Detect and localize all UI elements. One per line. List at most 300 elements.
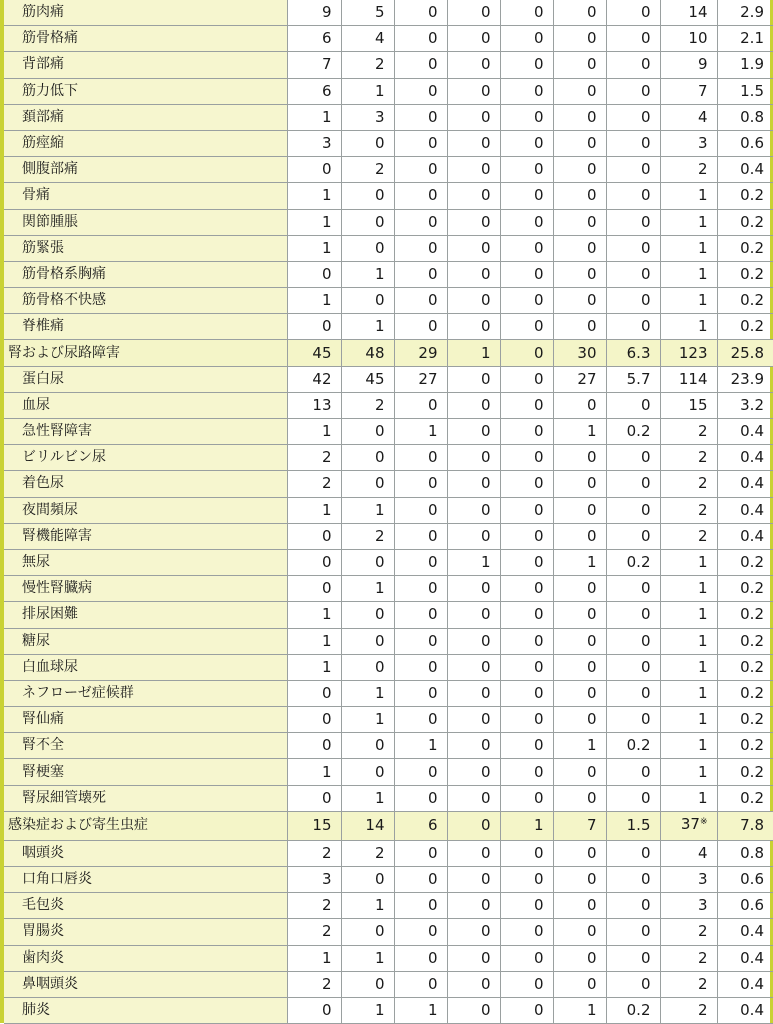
value-cell: 6 [287, 26, 341, 52]
value-cell: 0 [394, 867, 447, 893]
value-cell: 0 [553, 157, 606, 183]
value-cell: 0 [341, 183, 394, 209]
value-cell: 0.2 [717, 733, 773, 759]
event-name: 腎不全 [4, 733, 287, 759]
value-cell: 0 [500, 288, 553, 314]
value-cell: 0 [553, 78, 606, 104]
table-row [4, 419, 773, 445]
value-cell: 2 [287, 893, 341, 919]
value-cell: 0 [500, 523, 553, 549]
category-row [4, 340, 773, 366]
value-cell: 0 [500, 445, 553, 471]
value-cell: 1 [660, 235, 717, 261]
value-cell: 27 [553, 366, 606, 392]
value-cell: 0 [500, 52, 553, 78]
value-cell: 0 [447, 785, 500, 811]
value-cell: 0 [553, 497, 606, 523]
value-cell: 42 [287, 366, 341, 392]
event-name: 筋痙縮 [4, 130, 287, 156]
value-cell: 0.2 [717, 654, 773, 680]
value-cell: 1 [287, 497, 341, 523]
value-cell: 0 [287, 157, 341, 183]
event-name: 肺炎 [4, 997, 287, 1023]
value-cell: 0 [287, 261, 341, 287]
value-cell: 0.2 [717, 680, 773, 706]
value-cell: 0.2 [606, 997, 660, 1023]
value-cell: 2 [660, 971, 717, 997]
event-name: 腎機能障害 [4, 523, 287, 549]
value-cell: 0 [394, 209, 447, 235]
value-cell: 0.6 [717, 893, 773, 919]
value-cell: 0.2 [717, 707, 773, 733]
value-cell: 0 [394, 183, 447, 209]
value-cell: 1 [553, 733, 606, 759]
value-cell: 1 [287, 104, 341, 130]
value-cell: 0 [500, 840, 553, 866]
value-cell: 1 [660, 576, 717, 602]
value-cell: 0 [394, 945, 447, 971]
category-row [4, 811, 773, 840]
value-cell: 0 [287, 523, 341, 549]
table-row [4, 945, 773, 971]
value-cell: 7 [553, 811, 606, 840]
table-row [4, 919, 773, 945]
value-cell: 0.4 [717, 419, 773, 445]
value-cell: 0 [606, 130, 660, 156]
value-cell: 0 [500, 130, 553, 156]
value-cell: 0 [394, 628, 447, 654]
value-cell: 2 [660, 997, 717, 1023]
value-cell: 0 [287, 785, 341, 811]
value-cell: 0 [553, 893, 606, 919]
value-cell: 2 [287, 919, 341, 945]
value-cell: 2 [660, 919, 717, 945]
value-cell: 1.5 [606, 811, 660, 840]
table-row [4, 628, 773, 654]
value-cell: 0 [287, 997, 341, 1023]
value-cell: 0 [447, 445, 500, 471]
value-cell: 0 [553, 104, 606, 130]
value-cell: 0 [447, 235, 500, 261]
value-cell: 0 [447, 602, 500, 628]
value-cell: 0.2 [717, 785, 773, 811]
value-cell: 1 [553, 419, 606, 445]
event-name: 口角口唇炎 [4, 867, 287, 893]
value-cell: 0.4 [717, 157, 773, 183]
value-cell: 0.4 [717, 497, 773, 523]
category-name: 腎および尿路障害 [4, 340, 287, 366]
table-row [4, 654, 773, 680]
value-cell: 0 [394, 130, 447, 156]
table-row [4, 733, 773, 759]
value-cell: 1 [287, 759, 341, 785]
value-cell: 0 [394, 497, 447, 523]
value-cell: 0 [341, 445, 394, 471]
value-cell: 0 [553, 867, 606, 893]
value-cell: 15 [660, 392, 717, 418]
value-cell: 0.2 [717, 183, 773, 209]
value-cell: 2 [341, 523, 394, 549]
value-cell: 0 [447, 261, 500, 287]
value-cell: 0 [553, 785, 606, 811]
value-cell: 0 [500, 104, 553, 130]
value-cell: 1 [660, 628, 717, 654]
event-name: 白血球尿 [4, 654, 287, 680]
value-cell: 0 [606, 445, 660, 471]
value-cell: 1 [660, 654, 717, 680]
value-cell: 1 [287, 209, 341, 235]
value-cell: 0 [500, 497, 553, 523]
value-cell: 1 [553, 549, 606, 575]
value-cell: 0 [500, 26, 553, 52]
event-name: 急性腎障害 [4, 419, 287, 445]
value-cell: 0 [447, 314, 500, 340]
value-cell: 0 [447, 209, 500, 235]
event-name: 腎尿細管壊死 [4, 785, 287, 811]
value-cell: 0.2 [606, 549, 660, 575]
value-cell: 0 [553, 576, 606, 602]
value-cell: 0 [341, 288, 394, 314]
value-cell: 0 [606, 576, 660, 602]
table-row [4, 314, 773, 340]
value-cell: 0.6 [717, 867, 773, 893]
value-cell: 0 [394, 392, 447, 418]
value-cell: 0 [341, 971, 394, 997]
value-cell: 0 [394, 840, 447, 866]
value-cell: 0 [394, 893, 447, 919]
value-cell: 1 [287, 628, 341, 654]
value-cell: 0 [500, 366, 553, 392]
value-cell: 1 [341, 261, 394, 287]
value-cell: 0 [447, 497, 500, 523]
table-row [4, 104, 773, 130]
value-cell: 0.2 [717, 209, 773, 235]
value-cell: 0 [500, 785, 553, 811]
event-name: 腎梗塞 [4, 759, 287, 785]
value-cell: 1 [287, 235, 341, 261]
value-cell: 48 [341, 340, 394, 366]
value-cell: 0.2 [717, 759, 773, 785]
event-name: 糖尿 [4, 628, 287, 654]
value-cell: 0 [500, 549, 553, 575]
value-cell: 0 [500, 235, 553, 261]
event-name: 歯肉炎 [4, 945, 287, 971]
value-cell: 5 [341, 0, 394, 26]
value-cell: 0 [447, 919, 500, 945]
value-cell: 0 [447, 392, 500, 418]
value-cell: 0 [394, 314, 447, 340]
value-cell: 6 [287, 78, 341, 104]
value-cell: 2 [660, 523, 717, 549]
value-cell: 0 [394, 654, 447, 680]
value-cell: 0 [341, 549, 394, 575]
value-cell: 7.8 [717, 811, 773, 840]
event-name: 鼻咽頭炎 [4, 971, 287, 997]
value-cell: 0 [287, 707, 341, 733]
value-cell: 0 [606, 654, 660, 680]
value-cell: 1 [660, 288, 717, 314]
event-name: 毛包炎 [4, 893, 287, 919]
value-cell: 0 [500, 602, 553, 628]
value-cell: 1.9 [717, 52, 773, 78]
value-cell: 14 [660, 0, 717, 26]
value-cell: 0 [553, 288, 606, 314]
value-cell: 0 [500, 157, 553, 183]
value-cell: 0 [287, 680, 341, 706]
table-row [4, 867, 773, 893]
value-cell: 0.2 [717, 235, 773, 261]
table-row [4, 130, 773, 156]
value-cell: 0.2 [606, 733, 660, 759]
value-cell: 0 [447, 523, 500, 549]
event-name: 筋骨格痛 [4, 26, 287, 52]
value-cell: 0 [447, 288, 500, 314]
value-cell: 2 [660, 471, 717, 497]
value-cell: 0 [553, 445, 606, 471]
value-cell: 2 [660, 157, 717, 183]
value-cell: 0 [394, 471, 447, 497]
value-cell: 0 [553, 707, 606, 733]
event-name: 筋肉痛 [4, 0, 287, 26]
event-name: 筋骨格不快感 [4, 288, 287, 314]
table-row [4, 707, 773, 733]
value-cell: 14 [341, 811, 394, 840]
value-cell: 23.9 [717, 366, 773, 392]
value-cell: 0 [447, 811, 500, 840]
footnote-mark: ※ [699, 816, 708, 827]
total-value: 37 [680, 814, 700, 833]
value-cell: 0 [447, 654, 500, 680]
value-cell: 2 [287, 471, 341, 497]
value-cell: 0 [606, 104, 660, 130]
event-name: 関節腫脹 [4, 209, 287, 235]
value-cell: 7 [287, 52, 341, 78]
value-cell: 0.2 [717, 288, 773, 314]
table-row [4, 445, 773, 471]
value-cell: 4 [341, 26, 394, 52]
value-cell: 0 [500, 867, 553, 893]
value-cell: 0 [394, 785, 447, 811]
value-cell: 1 [660, 759, 717, 785]
value-cell: 0 [606, 680, 660, 706]
value-cell: 0.4 [717, 945, 773, 971]
value-cell: 0.2 [717, 628, 773, 654]
value-cell: 0 [606, 183, 660, 209]
value-cell: 0 [606, 288, 660, 314]
value-cell: 0 [447, 945, 500, 971]
value-cell: 0 [606, 392, 660, 418]
value-cell: 1 [660, 209, 717, 235]
value-cell: 123 [660, 340, 717, 366]
value-cell: 0 [341, 919, 394, 945]
table-body [4, 0, 773, 1024]
value-cell: 0.2 [717, 261, 773, 287]
value-cell: 0 [447, 52, 500, 78]
value-cell: 1 [341, 576, 394, 602]
value-cell: 1 [341, 78, 394, 104]
value-cell: 0 [500, 261, 553, 287]
value-cell: 0.2 [717, 314, 773, 340]
value-cell: 2 [287, 971, 341, 997]
value-cell: 0 [447, 78, 500, 104]
value-cell: 0 [553, 235, 606, 261]
event-name: 脊椎痛 [4, 314, 287, 340]
value-cell: 1 [447, 549, 500, 575]
value-cell: 3 [287, 867, 341, 893]
value-cell: 27 [394, 366, 447, 392]
value-cell: 0 [553, 523, 606, 549]
value-cell: 3 [341, 104, 394, 130]
value-cell: 1 [394, 733, 447, 759]
event-name: 胃腸炎 [4, 919, 287, 945]
value-cell: 0 [447, 893, 500, 919]
value-cell: 1.5 [717, 78, 773, 104]
event-name: 側腹部痛 [4, 157, 287, 183]
table-row [4, 261, 773, 287]
value-cell: 0 [606, 840, 660, 866]
table-row [4, 366, 773, 392]
value-cell: 0 [500, 183, 553, 209]
value-cell: 0 [394, 445, 447, 471]
table-row [4, 759, 773, 785]
value-cell: 3.2 [717, 392, 773, 418]
table-row [4, 471, 773, 497]
value-cell: 0 [606, 0, 660, 26]
value-cell: 0 [394, 235, 447, 261]
value-cell: 0 [341, 867, 394, 893]
value-cell: 1 [553, 997, 606, 1023]
value-cell: 0.8 [717, 840, 773, 866]
value-cell: 0 [447, 471, 500, 497]
value-cell: 0 [553, 183, 606, 209]
value-cell: 0 [394, 157, 447, 183]
value-cell: 0 [394, 759, 447, 785]
value-cell: 0 [394, 104, 447, 130]
value-cell: 0 [447, 0, 500, 26]
value-cell: 1 [660, 602, 717, 628]
value-cell: 0 [394, 707, 447, 733]
value-cell: 0 [447, 419, 500, 445]
value-cell: 0 [606, 314, 660, 340]
value-cell: 0 [606, 945, 660, 971]
value-cell: 0 [500, 654, 553, 680]
value-cell: 0 [287, 549, 341, 575]
value-cell: 3 [660, 867, 717, 893]
value-cell: 1 [394, 997, 447, 1023]
value-cell: 0 [606, 628, 660, 654]
value-cell: 0 [341, 419, 394, 445]
value-cell: 0 [553, 680, 606, 706]
value-cell: 0 [553, 52, 606, 78]
value-cell: 0 [553, 26, 606, 52]
table-row [4, 183, 773, 209]
value-cell: 0 [500, 893, 553, 919]
value-cell: 0 [500, 209, 553, 235]
value-cell: 1 [341, 945, 394, 971]
value-cell: 2 [341, 52, 394, 78]
event-name: 着色尿 [4, 471, 287, 497]
value-cell: 0 [447, 130, 500, 156]
value-cell: 30 [553, 340, 606, 366]
value-cell: 1 [287, 419, 341, 445]
value-cell: 0 [500, 392, 553, 418]
value-cell: 0.2 [717, 602, 773, 628]
value-cell: 45 [341, 366, 394, 392]
value-cell: 2 [660, 497, 717, 523]
value-cell: 0 [606, 157, 660, 183]
value-cell: 0 [341, 209, 394, 235]
value-cell: 2 [287, 445, 341, 471]
value-cell: 0 [500, 340, 553, 366]
value-cell: 0 [606, 759, 660, 785]
value-cell: 7 [660, 78, 717, 104]
value-cell: 2 [660, 445, 717, 471]
value-cell: 114 [660, 366, 717, 392]
value-cell: 0.2 [606, 419, 660, 445]
value-cell: 0 [394, 576, 447, 602]
value-cell: 0 [500, 733, 553, 759]
value-cell: 0 [606, 497, 660, 523]
value-cell: 0 [394, 261, 447, 287]
value-cell: 0.4 [717, 919, 773, 945]
value-cell: 0 [447, 104, 500, 130]
value-cell: 1 [341, 680, 394, 706]
event-name: 筋緊張 [4, 235, 287, 261]
event-name: 排尿困難 [4, 602, 287, 628]
table-row [4, 497, 773, 523]
value-cell: 1 [341, 707, 394, 733]
value-cell: 29 [394, 340, 447, 366]
value-cell: 0 [500, 680, 553, 706]
value-cell: 0 [553, 392, 606, 418]
adverse-events-table [4, 0, 773, 1024]
value-cell: 0 [606, 523, 660, 549]
value-cell: 0.6 [717, 130, 773, 156]
value-cell: 0 [394, 919, 447, 945]
table-row [4, 78, 773, 104]
value-cell: 0.2 [717, 576, 773, 602]
value-cell: 25.8 [717, 340, 773, 366]
value-cell: 1 [341, 497, 394, 523]
value-cell: 1 [394, 419, 447, 445]
table-row [4, 840, 773, 866]
value-cell: 0 [606, 78, 660, 104]
event-name: 無尿 [4, 549, 287, 575]
value-cell: 9 [287, 0, 341, 26]
value-cell: 0 [394, 288, 447, 314]
value-cell: 0 [553, 471, 606, 497]
value-cell: 0.4 [717, 971, 773, 997]
value-cell: 0 [500, 997, 553, 1023]
value-cell: 0 [606, 971, 660, 997]
value-cell: 0 [447, 183, 500, 209]
value-cell: 0 [553, 945, 606, 971]
value-cell: 0 [553, 840, 606, 866]
value-cell: 0 [447, 366, 500, 392]
value-cell: 1 [341, 314, 394, 340]
value-cell: 0 [500, 78, 553, 104]
table-row [4, 602, 773, 628]
value-cell: 15 [287, 811, 341, 840]
table-row [4, 680, 773, 706]
value-cell: 1 [660, 707, 717, 733]
value-cell: 9 [660, 52, 717, 78]
value-cell: 0 [606, 919, 660, 945]
value-cell: 45 [287, 340, 341, 366]
event-name: 筋骨格系胸痛 [4, 261, 287, 287]
value-cell: 0 [447, 680, 500, 706]
value-cell: 1 [660, 733, 717, 759]
